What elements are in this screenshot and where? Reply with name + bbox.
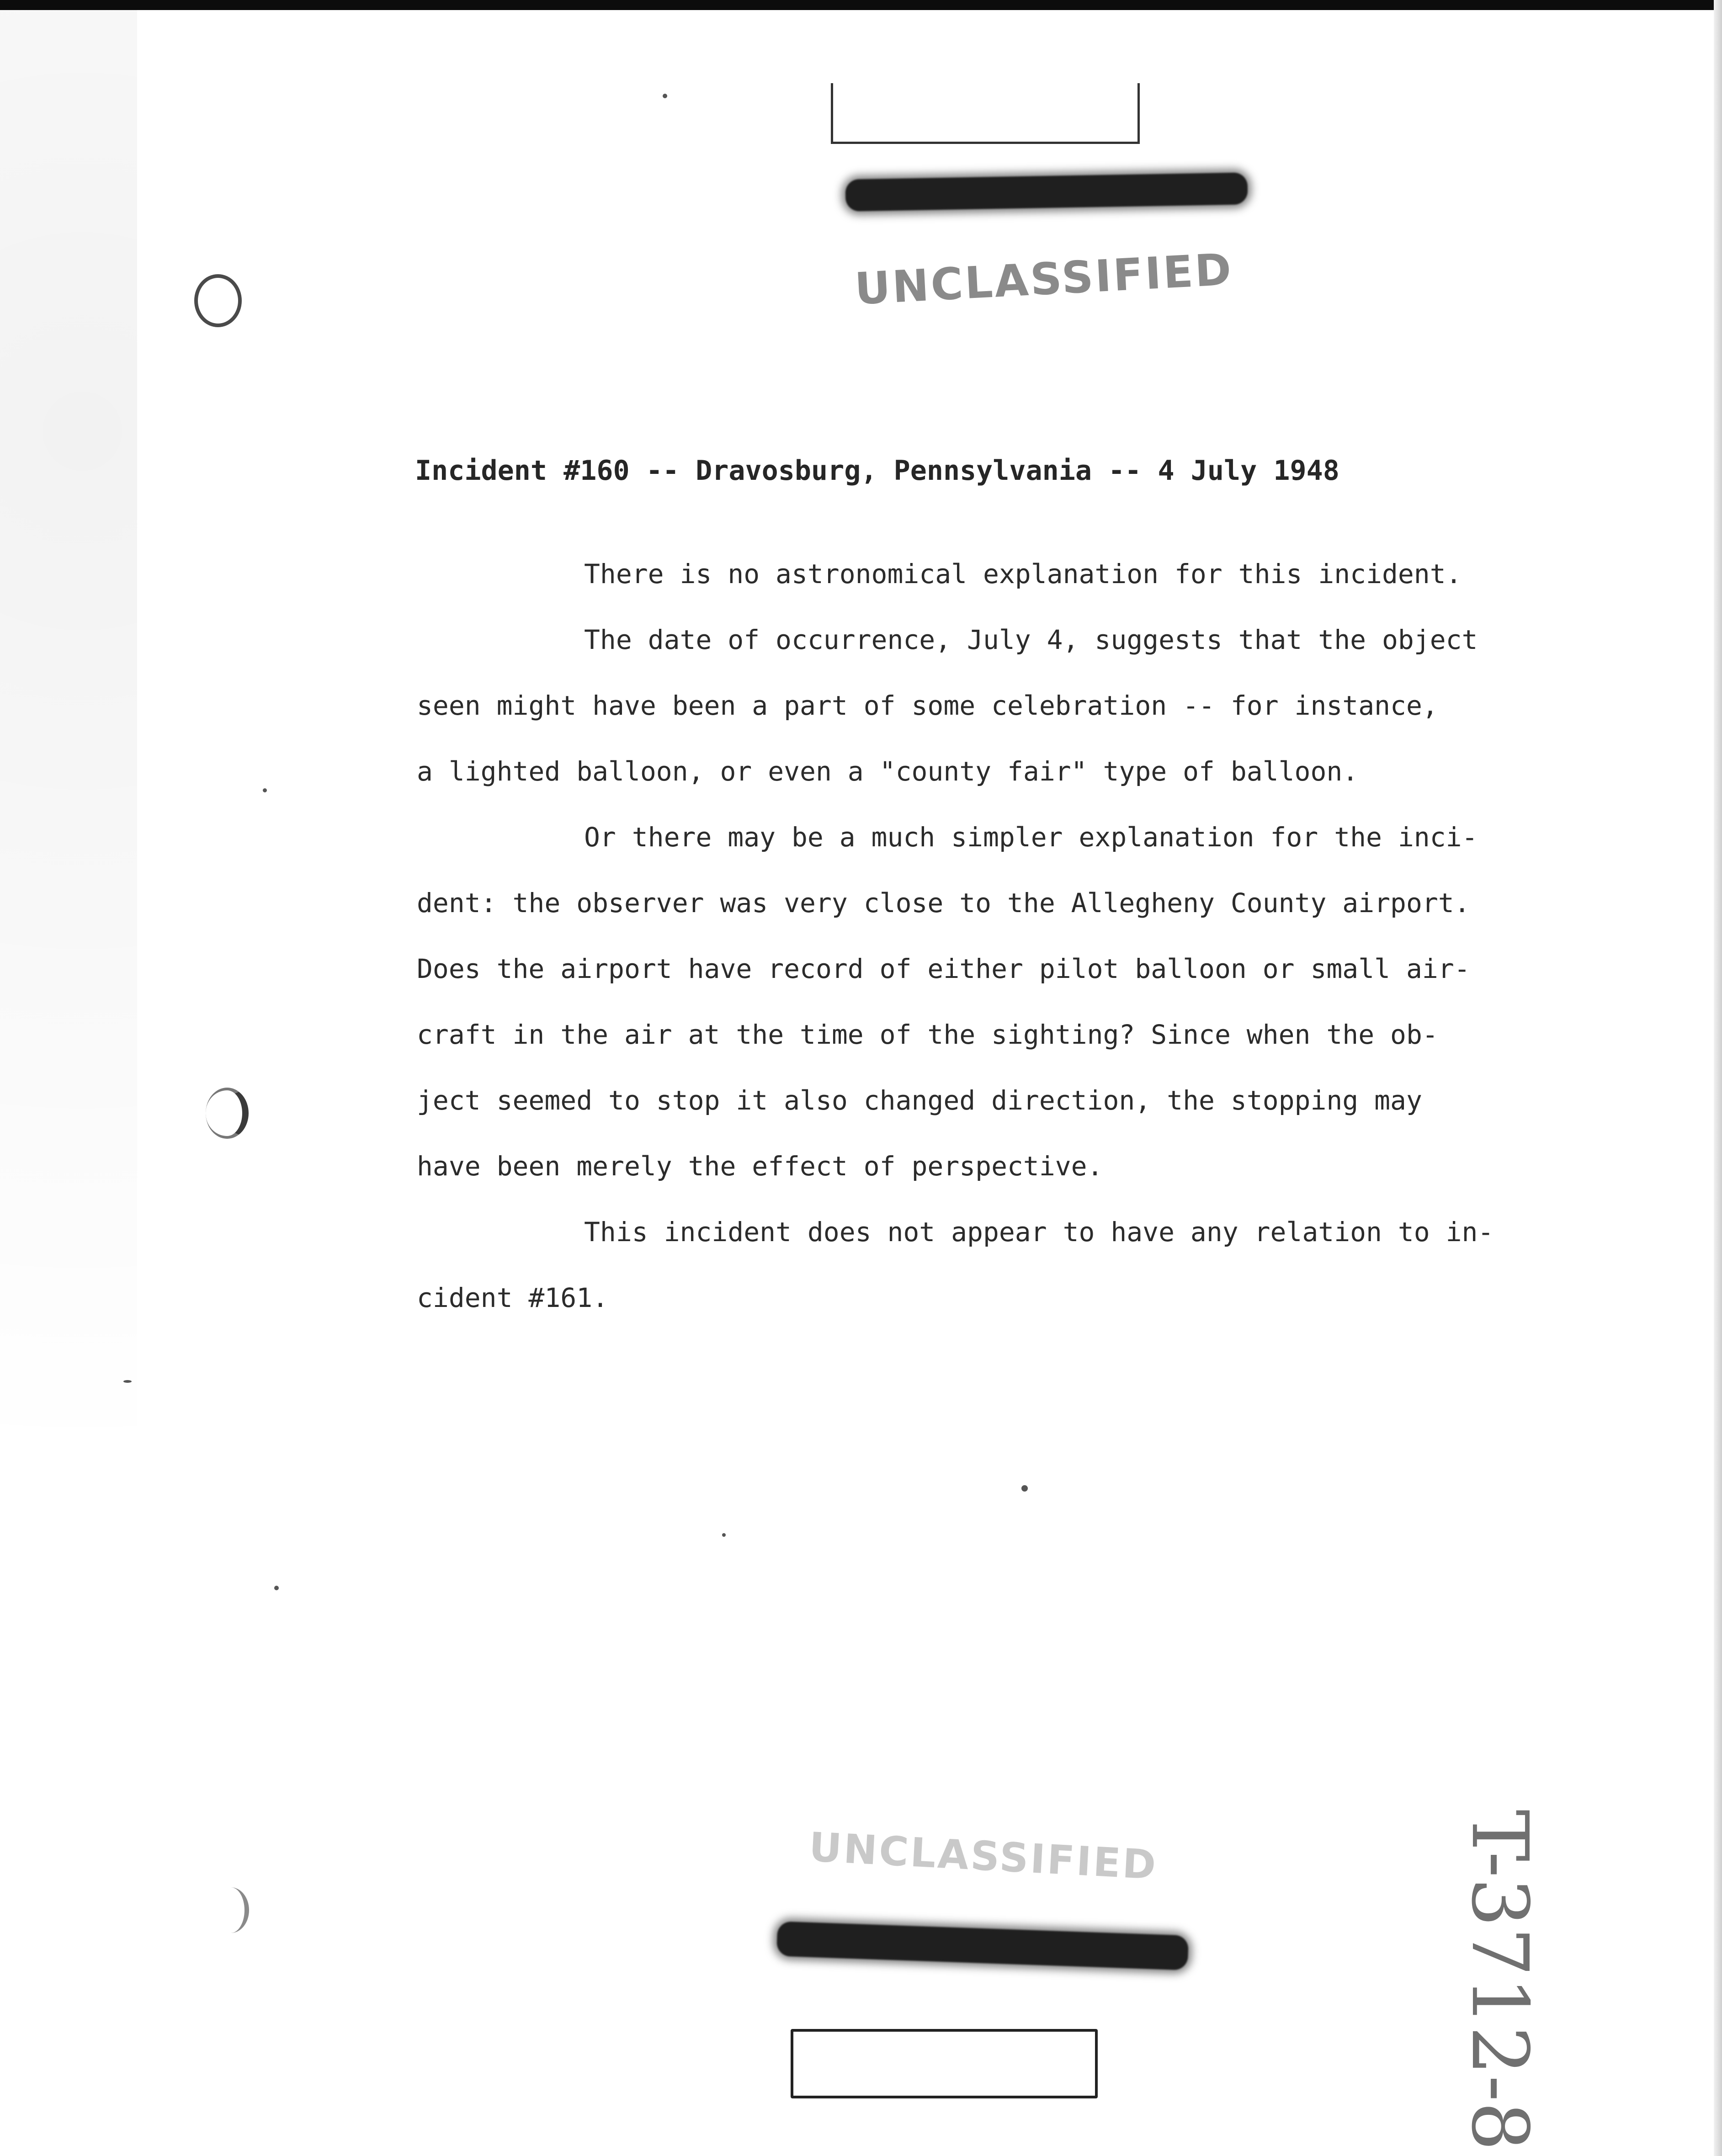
scan-speck bbox=[663, 94, 667, 98]
text-line: have been merely the effect of perspective. bbox=[417, 1151, 1103, 1182]
text-line: seen might have been a part of some celebration -- for instance, bbox=[417, 690, 1438, 721]
text-line: a lighted balloon, or even a "county fair" type of balloon. bbox=[417, 756, 1359, 787]
text-line: cident #161. bbox=[417, 1282, 609, 1313]
scan-speck bbox=[263, 788, 267, 792]
scan-speck bbox=[274, 1586, 279, 1590]
text-line: This incident does not appear to have any relation to in- bbox=[584, 1216, 1494, 1248]
film-right-edge bbox=[1714, 0, 1722, 2156]
scan-speck bbox=[1021, 1485, 1028, 1492]
text-line: craft in the air at the time of the sighting? Since when the ob- bbox=[417, 1019, 1438, 1050]
text-line: dent: the observer was very close to the Allegheny County airport. bbox=[417, 887, 1470, 919]
text-line: The date of occurrence, July 4, suggests that the object bbox=[584, 624, 1478, 655]
redaction-bar-bottom bbox=[776, 1921, 1189, 1970]
text-line: Or there may be a much simpler explanation for the inci- bbox=[584, 822, 1478, 853]
scan-speck bbox=[123, 1380, 132, 1383]
page-shading bbox=[0, 0, 137, 2156]
classification-stamp-bottom: UNCLASSIFIED bbox=[808, 1823, 1159, 1889]
footer-box bbox=[791, 2029, 1098, 2098]
punch-hole-bottom bbox=[213, 1887, 249, 1933]
scan-speck bbox=[722, 1533, 726, 1537]
header-box bbox=[831, 83, 1140, 144]
handwritten-file-number: T-3712-8 bbox=[1454, 1810, 1545, 2151]
classification-stamp-top: UNCLASSIFIED bbox=[853, 244, 1234, 315]
redaction-bar-top bbox=[845, 172, 1248, 211]
text-line: ject seemed to stop it also changed direction, the stopping may bbox=[417, 1085, 1422, 1116]
incident-heading: Incident #160 -- Dravosburg, Pennsylvania -- 4 July 1948 bbox=[415, 455, 1339, 487]
text-line: There is no astronomical explanation for this incident. bbox=[584, 558, 1462, 589]
text-line: Does the airport have record of either pilot balloon or small air- bbox=[417, 953, 1470, 984]
film-top-edge bbox=[0, 0, 1722, 10]
punch-hole-top bbox=[194, 274, 242, 327]
punch-hole-middle bbox=[206, 1088, 249, 1139]
